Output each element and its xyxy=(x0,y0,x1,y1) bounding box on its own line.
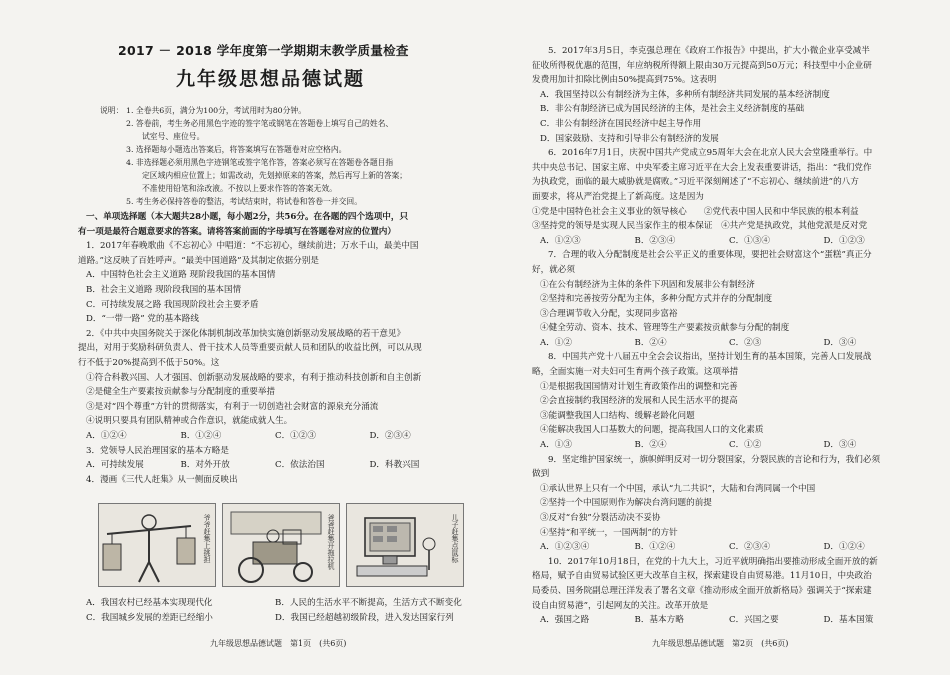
q8-options xyxy=(532,438,918,453)
question-10: 10．2017年10月18日，在党的十九大上，习近平就明确指出要推动形成全面开放的新 xyxy=(548,556,878,567)
question-text: 格局，赋予自由贸易试验区更大改革自主权，探索建设自由贸易港。11月10日，中央政治 xyxy=(532,571,872,582)
option-b: B．②④ xyxy=(634,337,667,348)
option-a: A．①③ xyxy=(540,440,572,451)
cartoon-panel-grandpa xyxy=(98,503,216,587)
instruction-line: 1. 全卷共6页，满分为100分，考试用时为80分钟。 xyxy=(126,106,307,115)
answer-option: B．非公有制经济已成为国民经济的主体，是社会主义经济制度的基础 xyxy=(540,104,805,115)
statement: ③反对“台独”分裂活动决不妥协 xyxy=(540,513,661,523)
statement: ①是根据我国国情对计划生育政策作出的调整和完善 xyxy=(540,381,738,392)
question-text: 共中央总书记、国家主席、中央军委主席习近平在大会上发表重要讲话，指出：“我们党作 xyxy=(532,162,872,173)
option-c: C．①② xyxy=(729,440,762,451)
statement: ②会直接制约我国经济的发展和人民生活水平的提高 xyxy=(540,396,738,407)
statement: ①党是中国特色社会主义事业的领导核心 ②党代表中国人民和中华民族的根本利益 xyxy=(532,206,859,217)
option-d: D．我国已经超越初级阶段，进入发达国家行列 xyxy=(275,612,454,623)
q7-options xyxy=(532,336,918,351)
option-c: C．兴国之要 xyxy=(729,615,779,626)
instructions-label: 说明： xyxy=(100,106,124,115)
question-3: 3．党领导人民治理国家的基本方略是 xyxy=(86,445,229,456)
question-text: 发费用加计扣除比例由50%提高到75%。这表明 xyxy=(532,75,717,86)
question-text: 好，就必须 xyxy=(532,264,575,275)
q4-options xyxy=(78,596,464,625)
statement: ④坚持“和平统一，一国两制”的方针 xyxy=(540,527,678,538)
question-2: 2．《中共中央国务院关于深化体制机制改革加快实施创新驱动发展战略的若干意见》 xyxy=(86,328,406,339)
instruction-line: 不准使用铅笔和涂改液。不按以上要求作答的答案无效。 xyxy=(142,184,337,193)
caption-son: 儿子赶集点鼠标 xyxy=(451,514,459,563)
option-c: C．①③④ xyxy=(729,235,770,246)
question-1: 1．2017年春晚歌曲《不忘初心》中唱道：“不忘初心，继续前进；万水千山，最美中国 xyxy=(86,241,419,252)
questions-section-2 xyxy=(532,44,918,628)
option-d: D．基本国策 xyxy=(823,615,874,626)
option-b: B．人民的生活水平不断提高，生活方式不断变化 xyxy=(275,598,462,608)
tractor-icon xyxy=(223,504,327,586)
page-footer: 九年级思想品德试题 第1页 (共6页) xyxy=(210,639,347,648)
exam-header: 2017 － 2018 学年度第一学期期末教学质量检查 xyxy=(118,43,409,58)
statement: ②是健全生产要素按贡献参与分配制度的重要举措 xyxy=(86,387,276,398)
instruction-line: 5. 考生务必保持答卷的整洁，考试结束时，将试卷和答卷一并交回。 xyxy=(126,197,363,206)
option-c: C．②③④ xyxy=(729,542,770,553)
option-d: D．③④ xyxy=(823,440,857,451)
statement: ③能调整我国人口结构、缓解老龄化问题 xyxy=(540,410,695,421)
question-text: 行不低于20%提高到不低于50%。这 xyxy=(78,357,220,368)
option-d: D．科教兴国 xyxy=(369,460,420,471)
option-d: D．①②③ xyxy=(823,235,865,246)
q3-options xyxy=(78,458,464,473)
grandpa-carrying-pole-icon xyxy=(99,504,199,586)
statement: ②坚持一个中国原则作为解决台湾问题的前提 xyxy=(540,498,712,509)
answer-option: A．中国特色社会主义道路 现阶段我国的基本国情 xyxy=(86,270,276,281)
option-a: A．①②③ xyxy=(540,235,581,246)
q4-options-row1 xyxy=(78,596,464,611)
question-text: 局委员、国务院副总理汪洋发表了署名文章《推动形成全面开放新格局》强调关于“探索建 xyxy=(532,585,872,596)
statement: ①在公有制经济为主体的条件下巩固和发展非公有制经济 xyxy=(540,279,755,290)
answer-option: D．国家鼓励、支持和引导非公有制经济的发展 xyxy=(540,133,719,144)
option-a: A．我国农村已经基本实现现代化 xyxy=(86,598,213,608)
question-5: 5．2017年3月5日，李克强总理在《政府工作报告》中提出，扩大小微企业享受减半 xyxy=(548,46,870,56)
question-text: 为执政党，面临的最大威胁就是腐败。”习近平深刻阐述了“不忘初心、继续前进”的八方 xyxy=(532,177,859,188)
statement: ③是对“四个尊重”方针的贯彻落实，有利于一切创造社会财富的源泉充分涌流 xyxy=(86,401,379,412)
instruction-line: 定区域内相应位置上；如需改动，先划掉原来的答案，然后再写上新的答案； xyxy=(142,171,408,180)
question-text: 做到 xyxy=(532,469,550,480)
cartoon-panel-son xyxy=(346,503,464,587)
option-a: A．①②④ xyxy=(86,430,127,441)
question-text: 设自由贸易港”，引起网友的关注。改革开放是 xyxy=(532,600,709,611)
caption-father: 爸爸赶集开拖拉机 xyxy=(327,514,335,570)
answer-option: D．“一带一路” 党的基本路线 xyxy=(86,314,199,325)
option-c: C．我国城乡发展的差距已经缩小 xyxy=(86,612,213,623)
computer-mouse-icon xyxy=(347,504,451,586)
question-9: 9．坚定维护国家统一，旗帜鲜明反对一切分裂国家，分裂民族的言论和行为，我们必须 xyxy=(548,454,881,465)
statement: ④健全劳动、资本、技术、管理等生产要素按贡献参与分配的制度 xyxy=(540,323,790,334)
instruction-line: 3. 选择题每小题选出答案后，将答案填写在答题卷对应空格内。 xyxy=(126,145,347,154)
option-b: B．②④ xyxy=(634,440,667,451)
option-a: A．①② xyxy=(540,337,572,348)
section-heading: 有一项是最符合题意要求的答案。请将答案前面的字母填写在答题卷对应的位置内） xyxy=(78,226,396,237)
instruction-line: 4. 非选择题必须用黑色字迹钢笔或签字笔作答，答案必须写在答题卷各题目指 xyxy=(126,158,394,167)
option-c: C．依法治国 xyxy=(275,460,325,471)
cartoon-three-generations xyxy=(98,503,464,587)
q6-options xyxy=(532,234,918,249)
statement: ①承认世界上只有一个中国，承认“九二共识”，大陆和台湾同属一个中国 xyxy=(540,483,816,494)
question-text: 面要求，将从严治党提上了新高度。这是因为 xyxy=(532,191,704,202)
caption-grandpa: 爷爷赶集上挑担 xyxy=(203,514,211,563)
question-8: 8．中国共产党十八届五中全会会议指出，坚持计划生育的基本国策，完善人口发展战 xyxy=(548,352,872,363)
answer-option: A．我国坚持以公有制经济为主体，多种所有制经济共同发展的基本经济制度 xyxy=(540,89,830,100)
statement: ②坚持和完善按劳分配为主体，多种分配方式并存的分配制度 xyxy=(540,294,773,305)
page-2 xyxy=(532,0,924,675)
q2-options xyxy=(78,429,464,444)
question-text: 道路。”这反映了百姓呼声。“最美中国道路”及其制定依据分别是 xyxy=(78,255,319,266)
answer-option: C．非公有制经济在国民经济中起主导作用 xyxy=(540,118,702,129)
option-c: C．①②③ xyxy=(275,430,316,441)
option-b: B．②③④ xyxy=(634,235,676,246)
option-b: B．①②④ xyxy=(180,430,222,441)
instruction-line: 2. 答卷前，考生务必用黑色字迹的签字笔或钢笔在答题卷上填写自己的姓名、 xyxy=(126,119,394,128)
question-7: 7．合理的收入分配制度是社会公平正义的重要体现，要把社会财富这个“蛋糕”真正分 xyxy=(548,250,872,261)
question-4: 4．漫画《三代人赶集》从一侧面反映出 xyxy=(86,474,238,485)
statement: ①符合科教兴国、人才强国、创新驱动发展战略的要求，有利于推动科技创新和自主创新 xyxy=(86,372,422,383)
instruction-line: 试室号、座位号。 xyxy=(142,132,205,141)
questions-section xyxy=(78,210,464,487)
option-a: A．①②③④ xyxy=(540,542,590,553)
cartoon-panel-father xyxy=(222,503,340,587)
q4-options-row2 xyxy=(78,611,464,626)
option-b: B．基本方略 xyxy=(634,615,684,626)
question-6: 6．2016年7月1日，庆祝中国共产党成立95周年大会在北京人民大会堂隆重举行。中 xyxy=(548,148,873,159)
statement: ④能解决我国人口基数大的问题，提高我国人口的文化素质 xyxy=(540,425,764,436)
option-a: A．强国之路 xyxy=(540,615,590,626)
answer-option: C．可持续发展之路 我国现阶段社会主要矛盾 xyxy=(86,299,259,310)
q9-options xyxy=(532,540,918,555)
page-1 xyxy=(78,0,464,675)
section-heading: 一、单项选择题（本大题共28小题，每小题2分，共56分。在各题的四个选项中，只 xyxy=(86,212,409,222)
option-d: D．②③④ xyxy=(369,430,411,441)
statement: ③合理调节收入分配，实现同步富裕 xyxy=(540,308,678,319)
option-a: A．可持续发展 xyxy=(86,460,144,471)
option-c: C．②③ xyxy=(729,337,762,348)
answer-option: B．社会主义道路 现阶段我国的基本国情 xyxy=(86,284,242,295)
question-text: 征收所得税优惠的范围，年应纳税所得额上限由30万元提高到50万元；科技型中小企业研 xyxy=(532,60,872,71)
question-text: 提出，对用于奖励科研负责人、骨干技术人员等重要贡献人员和团队的收益比例，可以从现 xyxy=(78,343,422,354)
statement: ④说明只要具有团队精神或合作意识，就能成就人生。 xyxy=(86,416,293,427)
option-d: D．①②④ xyxy=(823,542,865,553)
question-text: 略，全面实施一对夫妇可生育两个孩子政策。这项举措 xyxy=(532,367,739,378)
q10-options xyxy=(532,613,918,628)
option-b: B．对外开放 xyxy=(180,460,230,471)
exam-title: 九年级思想品德试题 xyxy=(176,68,366,90)
page-footer: 九年级思想品德试题 第2页 (共6页) xyxy=(652,639,789,648)
statement: ③坚持党的领导是实现人民当家作主的根本保证 ④共产党是执政党，其他党派是反对党 xyxy=(532,221,868,232)
option-d: D．③④ xyxy=(823,337,857,348)
option-b: B．①②④ xyxy=(634,542,676,553)
